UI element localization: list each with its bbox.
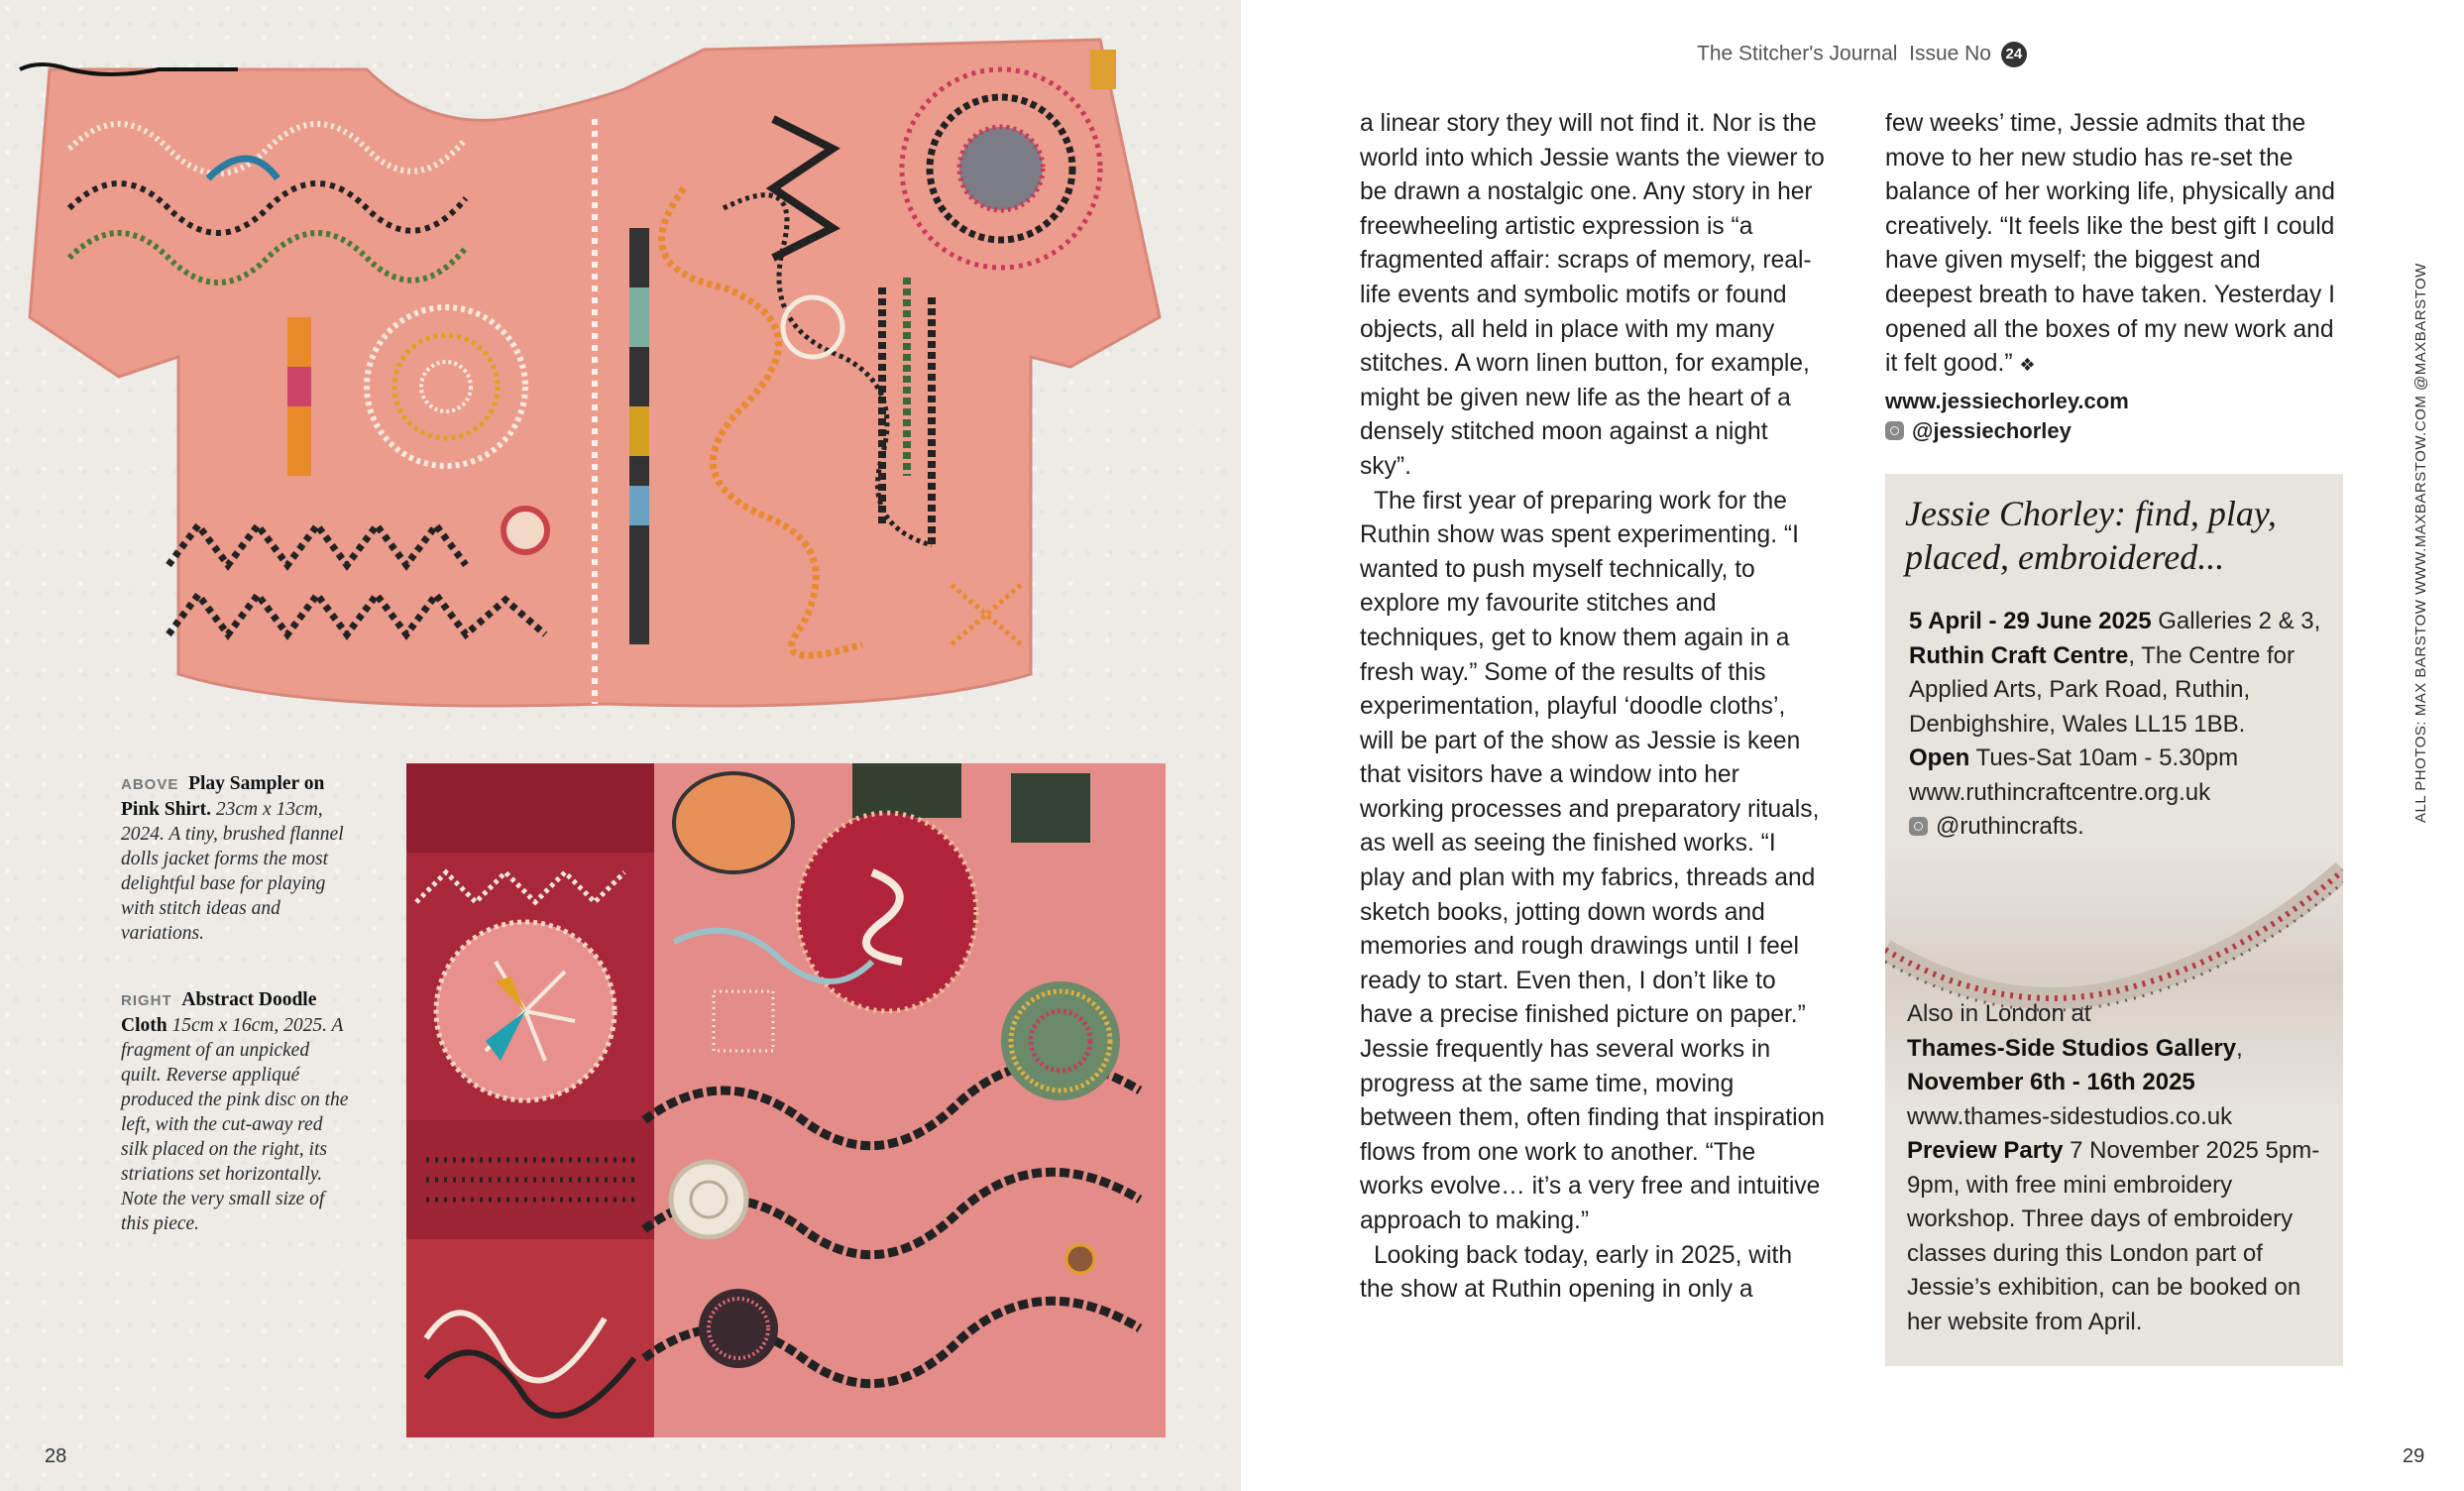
page-number-right: 29 <box>2403 1445 2425 1467</box>
ruthin-address: , The Centre for Applied Arts, Park Road, Ruthin, Denbighshire, Wales LL15 1BB. <box>1909 641 2295 738</box>
caption-right-title: Abstract Doodle Cloth <box>121 989 317 1036</box>
instagram-icon <box>1885 421 1904 440</box>
open-label: Open <box>1909 745 1970 771</box>
ruthin-venue: Ruthin Craft Centre <box>1909 641 2129 669</box>
doodle-cloth-photo <box>406 763 1166 1437</box>
jacket-photo <box>10 30 1170 724</box>
london-venue-comma: , <box>2236 1034 2243 1062</box>
photo-credit: ALL PHOTOS: MAX BARSTOW WWW.MAXBARSTOW.COM @MAXBARSTOW <box>2412 263 2429 823</box>
ruthin-website-link[interactable]: www.ruthincraftcentre.org.uk <box>1909 778 2211 806</box>
caption-above-label: ABOVE <box>121 776 179 793</box>
exhibition-subtitle: : find, play, placed, embroidered... <box>1905 494 2277 577</box>
london-venue: Thames-Side Studios Gallery <box>1907 1034 2237 1062</box>
page-number-left: 28 <box>45 1445 67 1467</box>
journal-title: The Stitcher's Journal <box>1697 42 1898 65</box>
article-column-2 <box>1885 107 2351 446</box>
caption-right <box>121 987 349 1236</box>
london-website-link[interactable]: www.thames-sidestudios.co.uk <box>1907 1102 2233 1130</box>
article-column-1 <box>1360 107 1826 1308</box>
london-intro: Also in London at <box>1907 1000 2091 1027</box>
london-dates: November 6th - 16th 2025 <box>1907 1069 2195 1095</box>
article-paragraph: Looking back today, early in 2025, with the show at Ruthin opening in only a <box>1360 1241 1792 1304</box>
ruthin-instagram-handle[interactable]: @ruthincrafts. <box>1936 813 2084 840</box>
ruthin-dates: 5 April - 29 June 2025 <box>1909 608 2152 634</box>
article-paragraph: a linear story they will not find it. Nor is the world into which Jessie wants the viewer to be drawn a nostalgic one. Any story in her freewheeling artistic expression is “a fragmented affair: scraps of memory, real-life events and symbolic motifs or found objects, all held in place with my many stitches. A worn linen button, for example, might be given new life as the heart of a densely stitched moon against a night sky”. <box>1360 110 1825 480</box>
article-closing-text: few weeks’ time, Jessie admits that the move to her new studio has re-set the balance of her working life, physically and creatively. “It feels like the best gift I could have given myself; the biggest and deepest breath to have taken. Yesterday I opened all the boxes of my new work and it felt good.” <box>1885 110 2335 378</box>
issue-label: Issue No <box>1909 42 1991 65</box>
caption-above-title: Play Sampler on Pink Shirt. <box>121 773 325 820</box>
ruthin-galleries: Galleries 2 & 3, <box>2151 608 2321 634</box>
exhibition-title <box>1905 492 2331 579</box>
article-paragraph <box>1885 107 2351 383</box>
london-exhibition-details <box>1907 997 2333 1339</box>
end-mark-icon: ❖ <box>2019 355 2036 376</box>
open-hours: Tues-Sat 10am - 5.30pm <box>1969 745 2239 771</box>
right-page <box>1241 0 2464 1491</box>
running-header <box>1697 42 2027 67</box>
preview-party-label: Preview Party <box>1907 1137 2064 1164</box>
artist-instagram-handle: @jessiechorley <box>1912 417 2072 443</box>
artist-website-link[interactable]: www.jessiechorley.com <box>1885 388 2129 413</box>
caption-above <box>121 771 349 946</box>
exhibition-info-box <box>1885 474 2343 1366</box>
caption-right-description: 15cm x 16cm, 2025. A fragment of an unpicked quilt. Reverse appliqué produced the pink disc on the left, with the cut-away red silk placed on the right, its striations set horizontally. Note the very small size of this piece. <box>121 1015 349 1234</box>
caption-right-label: RIGHT <box>121 992 172 1009</box>
preview-party-details: 7 November 2025 5pm-9pm, with free mini embroidery workshop. Three days of embroidery classes during this London part of Jessie’s exhibition, can be booked on her website from April. <box>1907 1137 2320 1335</box>
artist-instagram[interactable] <box>1885 416 2351 446</box>
article-paragraph: The first year of preparing work for the Ruthin show was spent experimenting. “I wanted to push myself technically, to explore my favourite stitches and techniques, get to know them again in a fresh way.” Some of the results of this experimentation, playful ‘doodle cloths’, will be part of the show as Jessie is keen that visitors have a window into her working processes and preparatory rituals, as well as seeing the finished works. “I play and plan with my fabrics, threads and sketch books, jotting down words and memories and rough drawings until I feel ready to start. Even then, I don’t like to have a precise finished picture on paper.” Jessie frequently has several works in progress at the same time, moving between them, often finding that inspiration flows from one work to another. “The works evolve… it’s a very free and intuitive approach to making.” <box>1360 487 1825 1234</box>
exhibition-artist-name: Jessie Chorley <box>1905 494 2114 533</box>
caption-above-description: 23cm x 13cm, 2024. A tiny, brushed flannel dolls jacket forms the most delightful base for playing with stitch ideas and variations. <box>121 799 344 944</box>
issue-number-badge: 24 <box>2001 42 2027 67</box>
instagram-icon <box>1909 817 1928 836</box>
ruthin-exhibition-details <box>1909 605 2325 845</box>
